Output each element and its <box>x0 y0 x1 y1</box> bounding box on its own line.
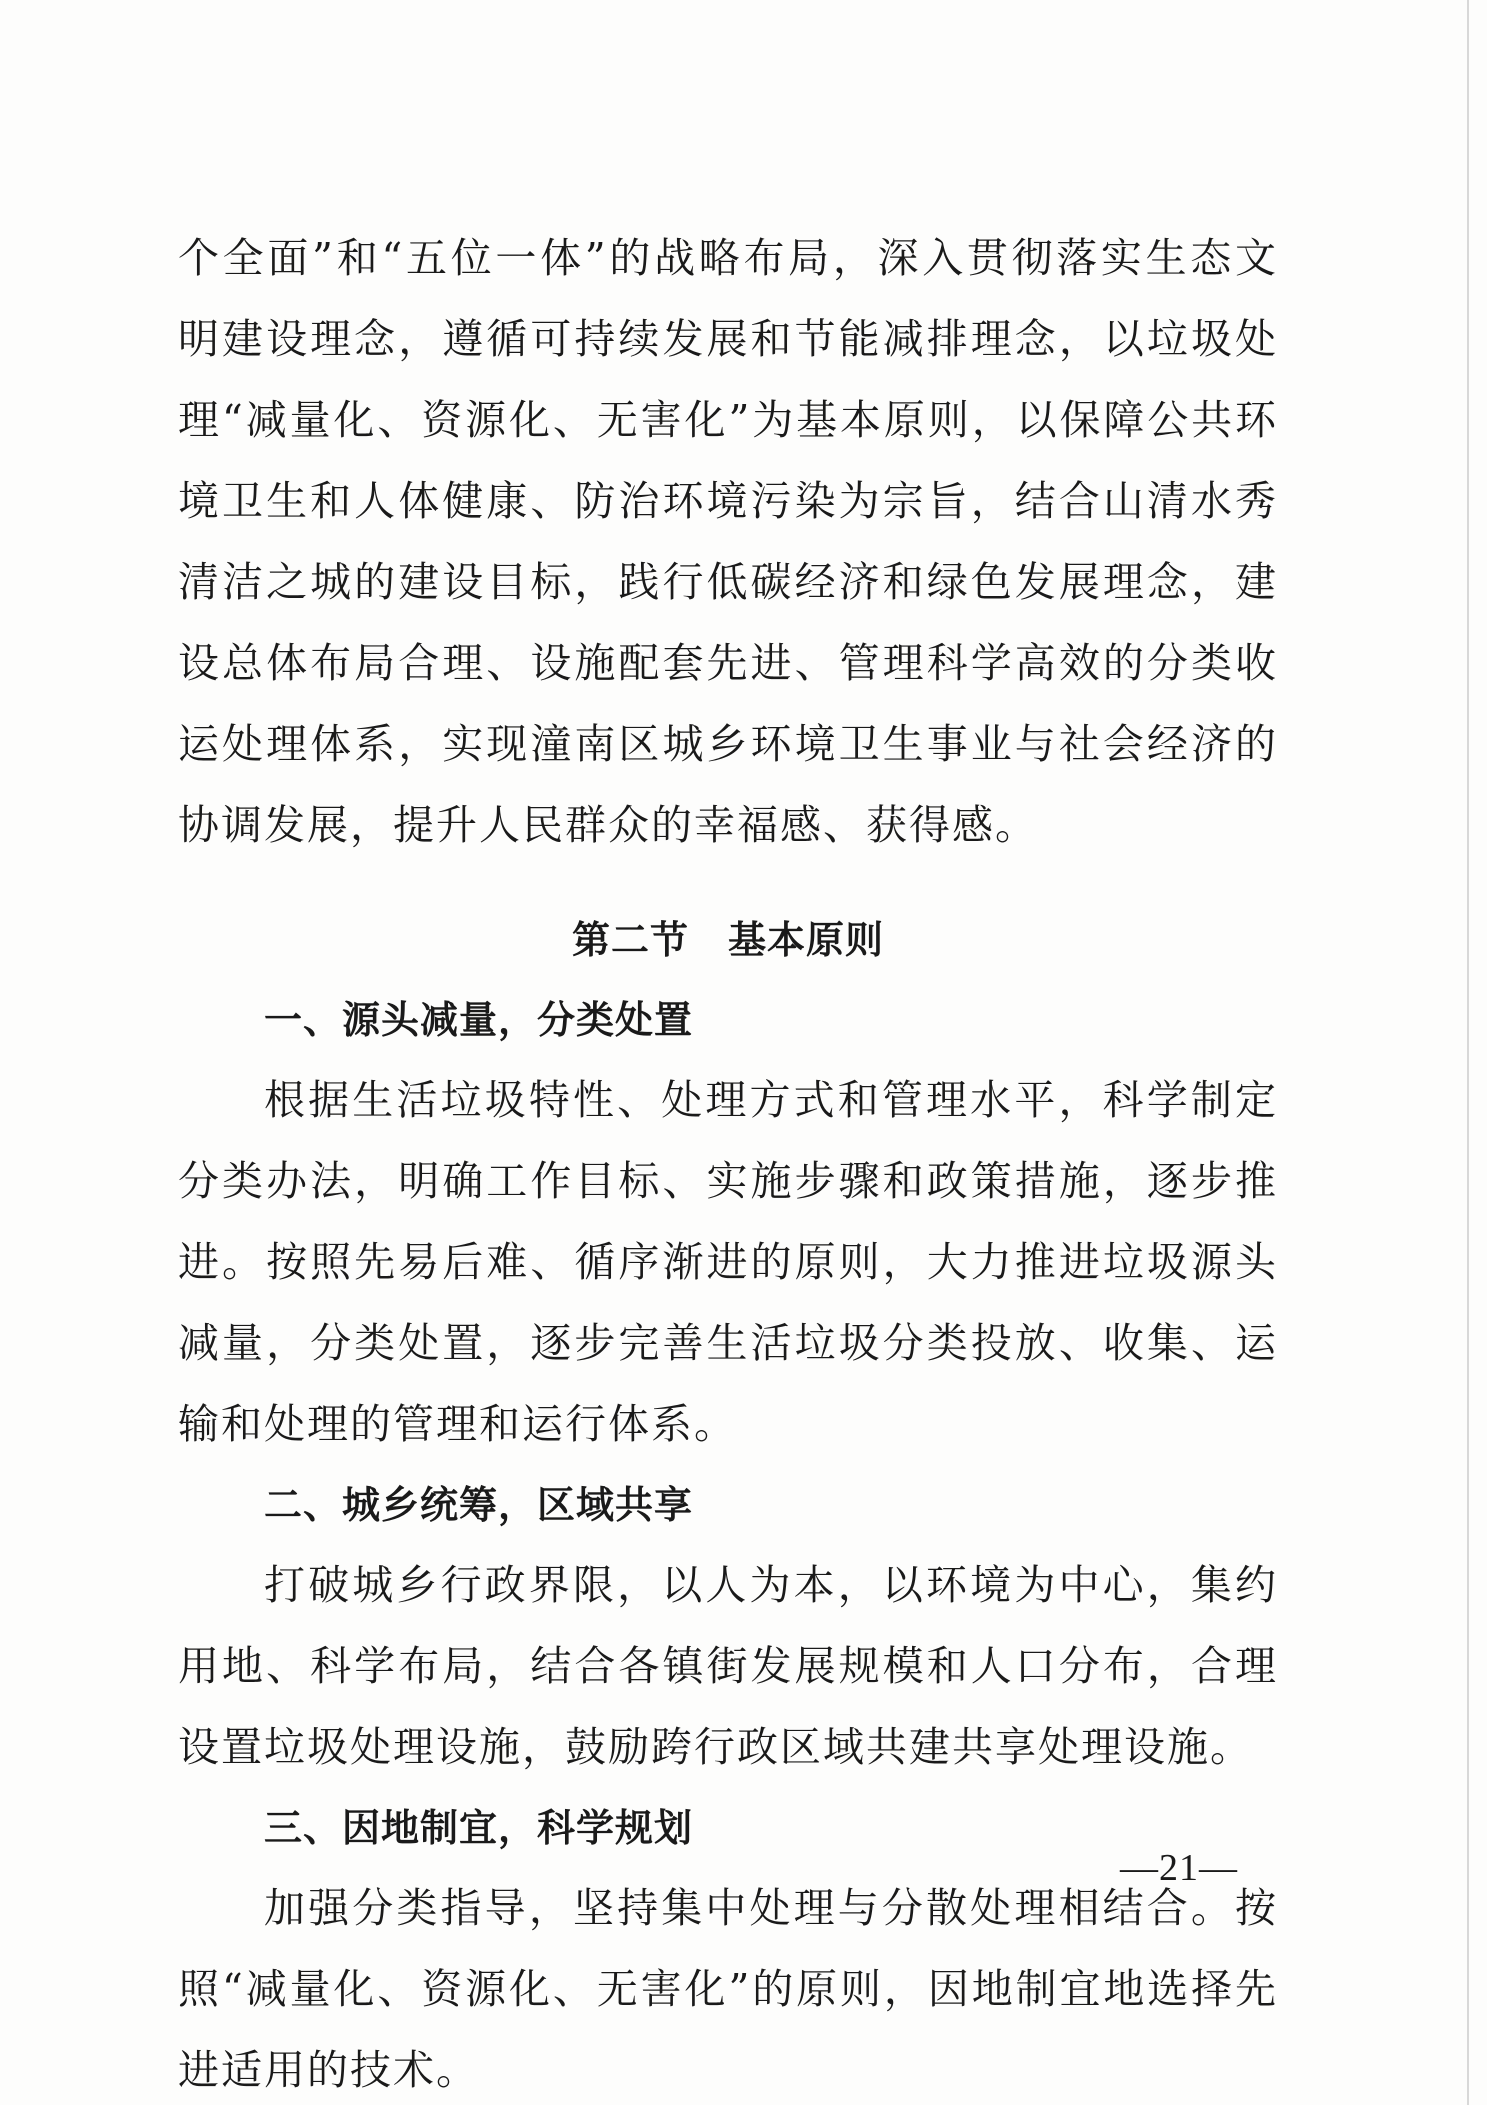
section-title: 第二节 基本原则 <box>571 918 884 962</box>
principle-heading-2: 二、城乡统筹，区域共享 <box>264 1483 694 1527</box>
principle-body-1: 根据生活垃圾特性、处理方式和管理水平，科学制定分类办法，明确工作目标、实施步骤和政策措施，逐步推进。按照先易后难、循序渐进的原则，大力推进垃圾源头减量，分类处置，逐步完善生活垃圾分类投放、收集、运输和处理的管理和运行体系。 <box>178 1076 1278 1448</box>
principle-heading-3: 三、因地制宜，科学规划 <box>264 1806 694 1850</box>
principle-body-2: 打破城乡行政界限，以人为本，以环境为中心，集约用地、科学布局，结合各镇街发展规模和人口分布，合理设置垃圾处理设施，鼓励跨行政区域共建共享处理设施。 <box>178 1561 1278 1771</box>
principle-heading-1: 一、源头减量，分类处置 <box>264 998 694 1042</box>
scan-edge-line <box>1467 0 1469 2105</box>
page-number: —21— <box>1120 1847 1238 1889</box>
principle-body-3: 加强分类指导，坚持集中处理与分散处理相结合。按照“减量化、资源化、无害化”的原则，因地制宜地选择先进适用的技术。 <box>178 1884 1278 2094</box>
intro-paragraph: 个全面”和“五位一体”的战略布局，深入贯彻落实生态文明建设理念，遵循可持续发展和节能减排理念，以垃圾处理“减量化、资源化、无害化”为基本原则，以保障公共环境卫生和人体健康、防治环境污染为宗旨，结合山清水秀清洁之城的建设目标，践行低碳经济和绿色发展理念，建设总体布局合理、设施配套先进、管理科学高效的分类收运处理体系，实现潼南区城乡环境卫生事业与社会经济的协调发展，提升人民群众的幸福感、获得感。 <box>178 234 1278 849</box>
page-content <box>178 218 1278 2111</box>
